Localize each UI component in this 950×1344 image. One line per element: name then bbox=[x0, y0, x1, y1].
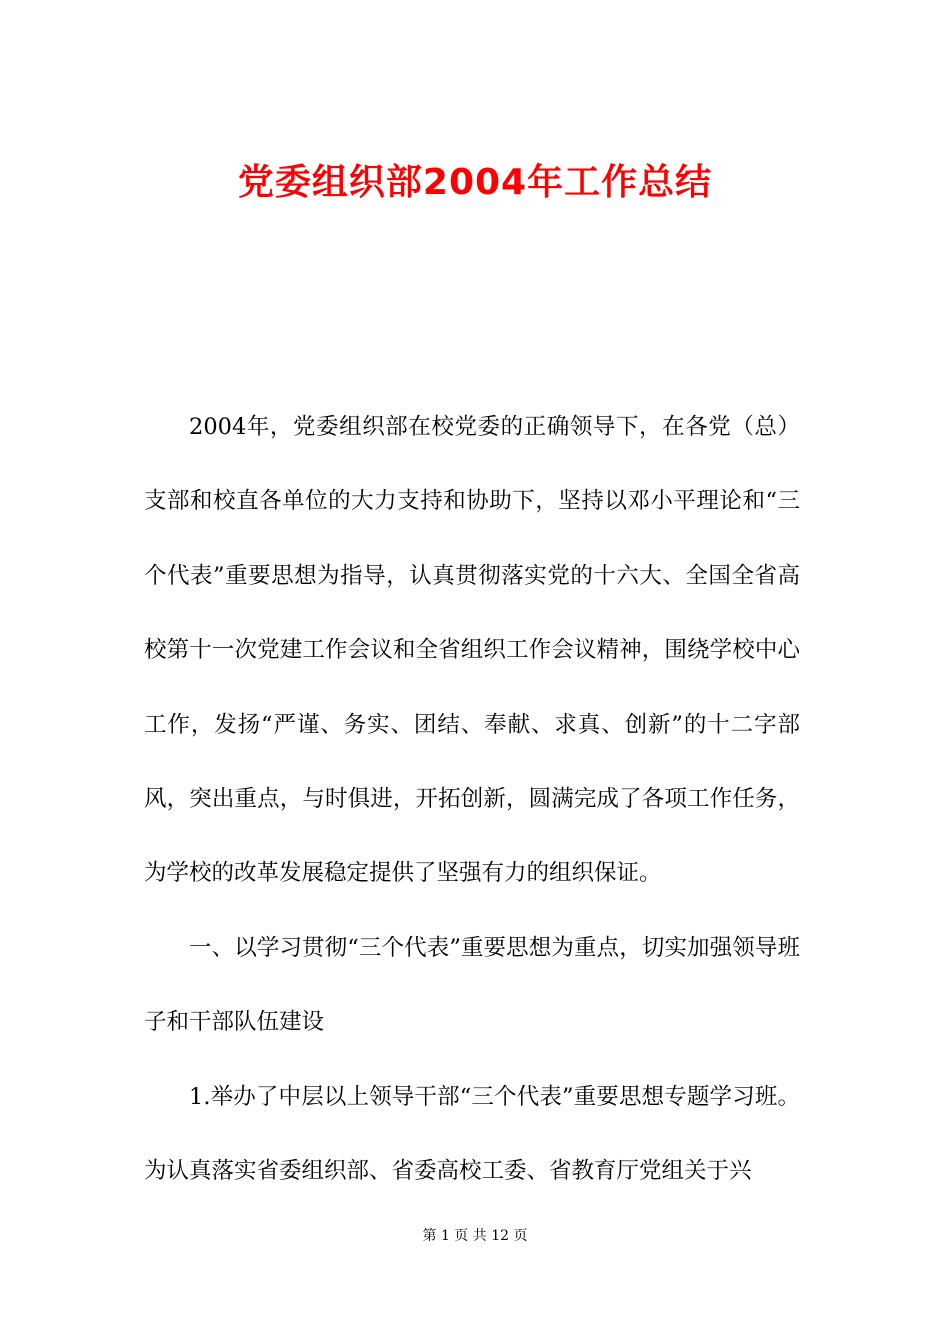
page-number-label: 第 1 页 共 12 页 bbox=[422, 1228, 528, 1244]
paragraph-item-1: 1.举办了中层以上领导干部“三个代表”重要思想专题学习班。为认真落实省委组织部、省委高校工委、省教育厅党组关于兴 bbox=[144, 1083, 800, 1185]
document-title: 党委组织部2004年工作总结 bbox=[237, 162, 713, 203]
paragraph-intro: 2004年，党委组织部在校党委的正确领导下，在各党（总）支部和校直各单位的大力支持和协助下，坚持以邓小平理论和“三个代表”重要思想为指导，认真贯彻落实党的十六大、全国全省高校第十一次党建工作会议和全省组织工作会议精神，围绕学校中心工作，发扬“严谨、务实、团结、奉献、求真、创新”的十二字部风，突出重点，与时俱进，开拓创新，圆满完成了各项工作任务，为学校的改革发展稳定提供了坚强有力的组织保证。 bbox=[144, 414, 800, 887]
paragraph-section-heading: 一、以学习贯彻“三个代表”重要思想为重点，切实加强领导班子和干部队伍建设 bbox=[144, 934, 800, 1036]
document-body bbox=[144, 390, 800, 1208]
page-footer bbox=[0, 1226, 950, 1246]
